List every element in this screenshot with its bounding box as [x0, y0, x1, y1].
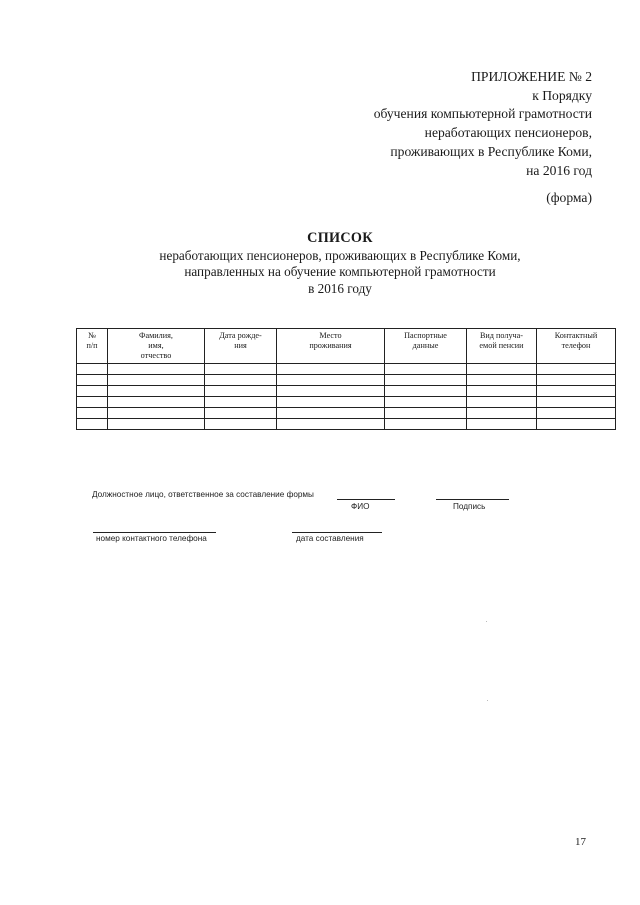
appendix-header [272, 68, 592, 180]
signature-line [436, 499, 509, 500]
table-cell [77, 364, 108, 375]
column-header-number: № п/п [77, 329, 108, 364]
table-row [77, 419, 616, 430]
table-cell [385, 364, 467, 375]
table-cell [467, 364, 537, 375]
column-header-pension-type: Вид получа- емой пенсии [467, 329, 537, 364]
pensioners-table [76, 328, 616, 430]
table-cell [467, 408, 537, 419]
table-cell [385, 408, 467, 419]
table-cell [205, 386, 277, 397]
table-cell [277, 386, 385, 397]
table-cell [467, 375, 537, 386]
table-row [77, 386, 616, 397]
table-row [77, 397, 616, 408]
appendix-line: неработающих пенсионеров, [424, 125, 592, 141]
table-cell [277, 364, 385, 375]
scan-speck [487, 700, 488, 701]
table-cell [537, 375, 616, 386]
table-cell [277, 375, 385, 386]
official-label: Должностное лицо, ответственное за составление формы [92, 490, 314, 499]
table-cell [385, 386, 467, 397]
phone-label: номер контактного телефона [96, 534, 207, 543]
document-subtitle-line: в 2016 году [308, 280, 372, 296]
table-cell [205, 408, 277, 419]
table-cell [537, 419, 616, 430]
table-cell [108, 386, 205, 397]
document-subtitle-line: неработающих пенсионеров, проживающих в Республике Коми, [159, 247, 521, 263]
table-cell [108, 364, 205, 375]
table-cell [205, 419, 277, 430]
page-number: 17 [575, 836, 586, 848]
table-cell [108, 397, 205, 408]
date-line [292, 532, 382, 533]
table-cell [205, 364, 277, 375]
phone-line [93, 532, 216, 533]
fio-label: ФИО [351, 502, 370, 511]
table-cell [205, 397, 277, 408]
appendix-line: проживающих в Республике Коми, [390, 143, 592, 159]
table-cell [467, 419, 537, 430]
column-header-residence: Место проживания [277, 329, 385, 364]
table-cell [385, 397, 467, 408]
table-cell [277, 408, 385, 419]
column-header-phone: Контактный телефон [537, 329, 616, 364]
table-header-row [77, 329, 616, 364]
table-cell [467, 397, 537, 408]
table-cell [77, 386, 108, 397]
date-label: дата составления [296, 534, 364, 543]
document-title: СПИСОК [307, 230, 373, 246]
appendix-line: на 2016 год [526, 162, 592, 178]
table-cell [537, 386, 616, 397]
column-header-passport: Паспортные данные [385, 329, 467, 364]
column-header-birth-date: Дата рожде- ния [205, 329, 277, 364]
signature-label: Подпись [453, 502, 486, 511]
table-cell [385, 419, 467, 430]
table-cell [277, 397, 385, 408]
table-cell [108, 375, 205, 386]
document-title-block [100, 230, 580, 297]
table-cell [108, 408, 205, 419]
table-cell [467, 386, 537, 397]
table-cell [537, 408, 616, 419]
table-cell [77, 419, 108, 430]
table-row [77, 408, 616, 419]
table-cell [108, 419, 205, 430]
document-subtitle-line: направленных на обучение компьютерной грамотности [184, 264, 496, 279]
table-cell [205, 375, 277, 386]
scan-speck [486, 621, 487, 622]
table-cell [277, 419, 385, 430]
column-header-full-name: Фамилия, имя, отчество [108, 329, 205, 364]
appendix-line: обучения компьютерной грамотности [373, 106, 592, 122]
fio-line [337, 499, 395, 500]
table-row [77, 375, 616, 386]
table-cell [385, 375, 467, 386]
appendix-line: к Порядку [532, 87, 592, 103]
table-cell [77, 375, 108, 386]
appendix-title: ПРИЛОЖЕНИЕ № 2 [471, 69, 592, 84]
table-cell [537, 397, 616, 408]
form-label: (форма) [546, 190, 592, 205]
table-cell [537, 364, 616, 375]
table-row [77, 364, 616, 375]
table-cell [77, 408, 108, 419]
table-cell [77, 397, 108, 408]
